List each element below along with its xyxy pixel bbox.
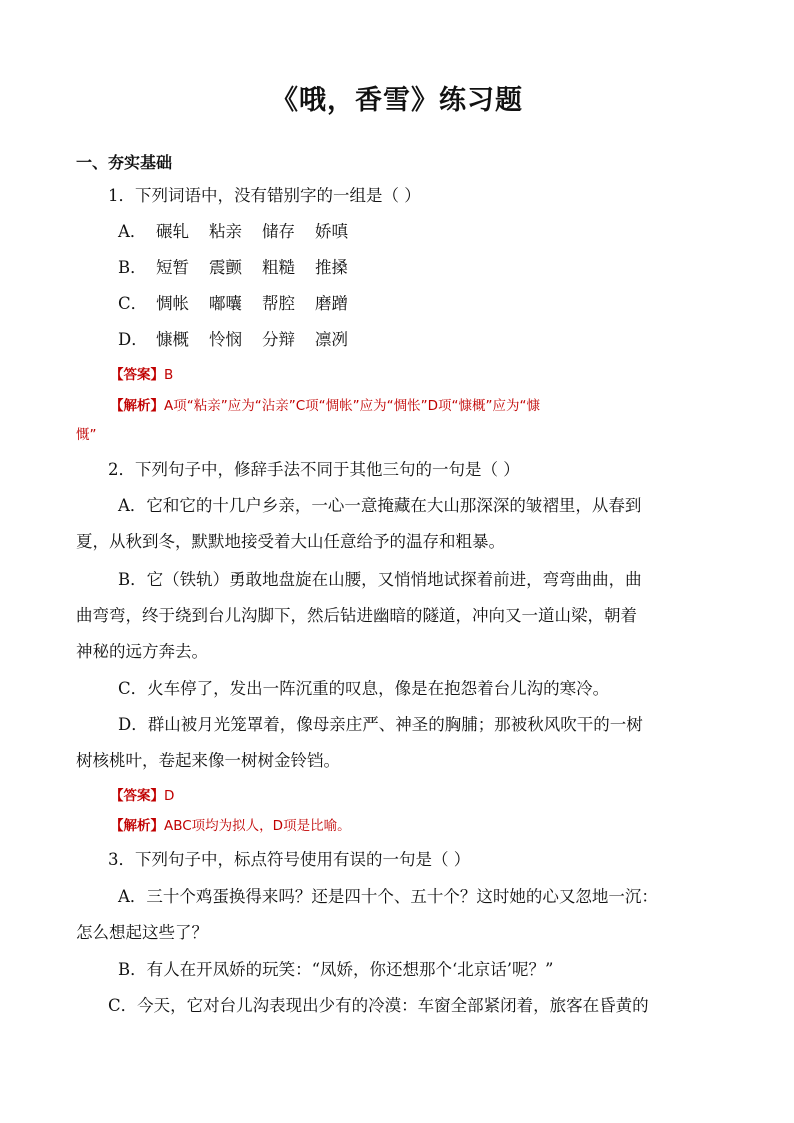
analysis-text: ABC项均为拟人，D项是比喻。 (164, 818, 351, 834)
question-1-option-c (118, 294, 368, 314)
option-word: 粗糙 (262, 258, 295, 277)
answer-tag: 【答案】 (110, 367, 164, 383)
option-word: 慷概 (156, 330, 189, 349)
option-word: 短暂 (156, 258, 189, 277)
option-word: 储存 (262, 222, 295, 241)
question-2-stem: 2．下列句子中，修辞手法不同于其他三句的一句是（ ） (108, 460, 520, 479)
analysis-text: A项“粘亲”应为“沾亲”C项“惆帐”应为“惆怅”D项“慷概”应为“慷 (164, 398, 540, 414)
question-2-option-b-cont: 曲弯弯，终于绕到台儿沟脚下，然后钻进幽暗的隧道，冲向又一道山梁，朝着 (76, 606, 637, 625)
question-1-option-b (118, 258, 368, 278)
question-3-option-b: B．有人在开凤娇的玩笑：“凤娇，你还想那个‘北京话’呢？” (118, 960, 554, 979)
question-2-option-d-cont: 树核桃叶，卷起来像一树树金铃铛。 (76, 751, 340, 770)
option-letter: A． (118, 222, 147, 241)
option-word: 嘟囔 (209, 294, 242, 313)
question-1-analysis (110, 397, 540, 415)
option-letter: B． (118, 258, 147, 277)
analysis-tag: 【解析】 (110, 818, 164, 834)
question-2-option-c: C．火车停了，发出一阵沉重的叹息，像是在抱怨着台儿沟的寒冷。 (118, 679, 610, 698)
option-word: 怜悯 (209, 330, 242, 349)
question-1-answer (110, 366, 173, 384)
section-heading: 一、夯实基础 (76, 153, 173, 172)
answer-value: D (164, 788, 175, 804)
option-word: 惆帐 (156, 294, 189, 313)
question-3-option-a: A．三十个鸡蛋换得来吗？还是四十个、五十个？这时她的心又忽地一沉： (118, 887, 658, 906)
question-2-option-d: D．群山被月光笼罩着，像母亲庄严、神圣的胸脯；那被秋风吹干的一树 (118, 715, 643, 734)
option-word: 震颤 (209, 258, 242, 277)
question-3-option-c: C．今天，它对台儿沟表现出少有的冷漠：车窗全部紧闭着，旅客在昏黄的 (108, 996, 649, 1015)
question-3-stem: 3．下列句子中，标点符号使用有误的一句是（ ） (108, 850, 471, 869)
option-letter: C． (118, 294, 148, 313)
option-word: 粘亲 (209, 222, 242, 241)
page-title: 《哦，香雪》练习题 (271, 85, 523, 116)
question-1-stem: 1．下列词语中，没有错别字的一组是（ ） (108, 186, 421, 205)
option-word: 推搡 (315, 258, 348, 277)
question-1-analysis-cont: 慨” (76, 427, 97, 443)
question-2-answer (110, 787, 174, 805)
analysis-tag: 【解析】 (110, 398, 164, 414)
question-3-option-a-cont: 怎么想起这些了？ (76, 923, 208, 942)
option-word: 凛冽 (315, 330, 348, 349)
answer-tag: 【答案】 (110, 788, 164, 804)
answer-value: B (164, 367, 174, 383)
option-word: 娇嗔 (315, 222, 348, 241)
question-2-option-a: A．它和它的十几户乡亲，一心一意掩藏在大山那深深的皱褶里，从春到 (118, 496, 642, 515)
question-1-option-d (118, 330, 368, 350)
question-2-option-a-cont: 夏，从秋到冬，默默地接受着大山任意给予的温存和粗暴。 (76, 532, 505, 551)
question-2-option-b-cont2: 神秘的远方奔去。 (76, 642, 208, 661)
question-2-analysis (110, 817, 351, 835)
question-1-option-a (118, 222, 368, 242)
question-2-option-b: B．它（铁轨）勇敢地盘旋在山腰，又悄悄地试探着前进，弯弯曲曲，曲 (118, 570, 642, 589)
option-letter: D． (118, 330, 148, 349)
option-word: 分辩 (262, 330, 295, 349)
option-word: 碾轧 (156, 222, 189, 241)
option-word: 帮腔 (262, 294, 295, 313)
option-word: 磨蹭 (315, 294, 348, 313)
